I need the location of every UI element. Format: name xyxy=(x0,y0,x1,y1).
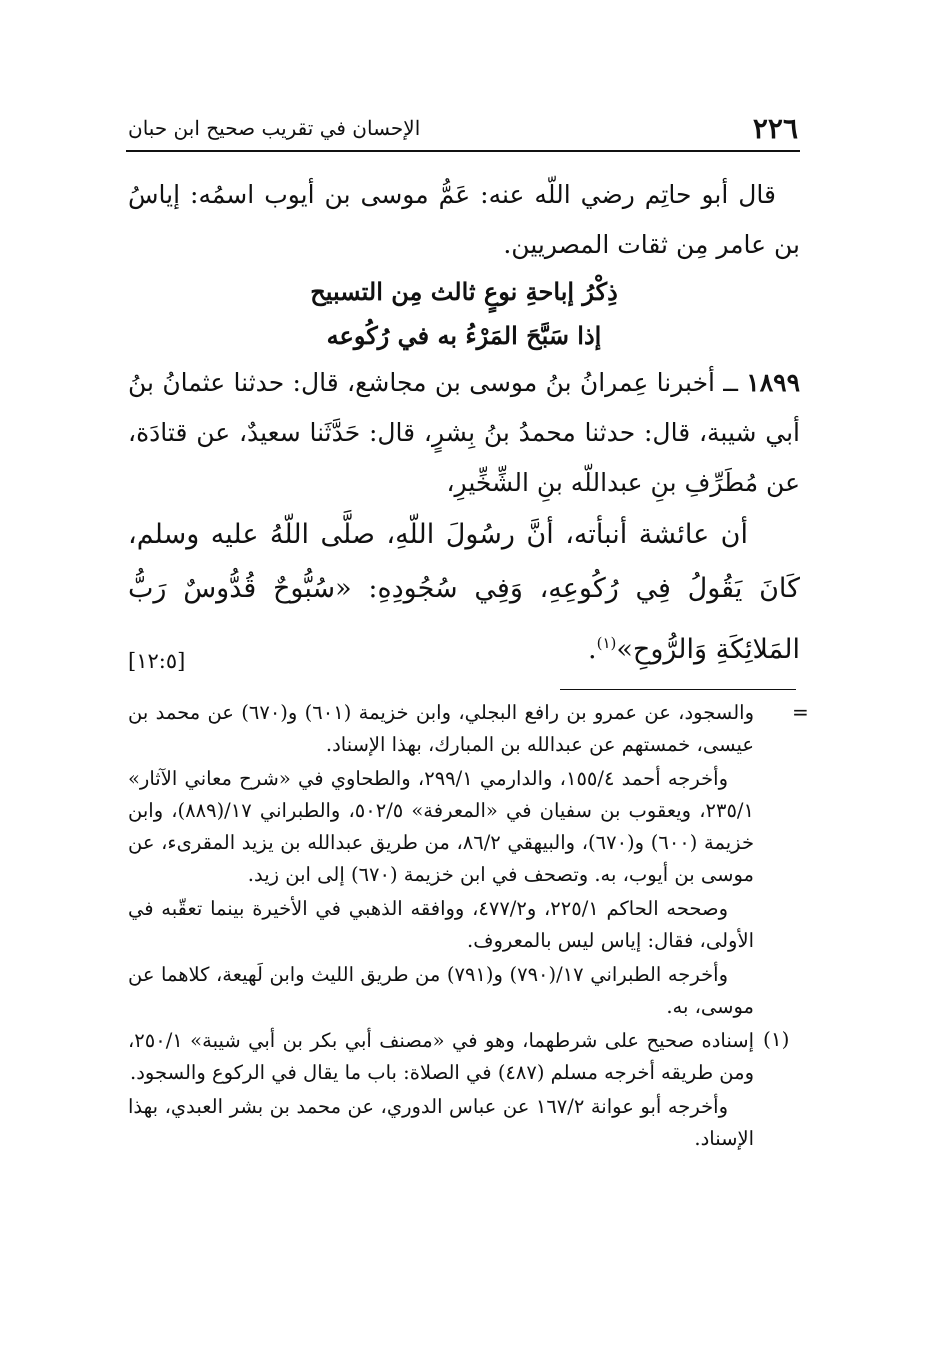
footnote-number: (١) xyxy=(763,1027,790,1051)
continuation-mark: = xyxy=(792,700,809,724)
hadith-isnad xyxy=(128,358,800,508)
footnotes xyxy=(128,697,754,1157)
page-header xyxy=(128,108,798,148)
footnote-1-paragraph-2: وأخرجه أبو عوانة ١٦٧/٢ عن عباس الدوري، عن محمد بن بشر العبدي، بهذا الإسناد. xyxy=(128,1095,754,1150)
intro-paragraph: قال أبو حاتِم رضي اللّه عنه: عَمُّ موسى بن أيوب اسمُه: إياسُ بن عامر مِن ثقات المصريين. xyxy=(128,180,800,259)
footnote-1-paragraph-1: إسناده صحيح على شرطهما، وهو في «مصنف أبي بكر بن أبي شيبة» ٢٥٠/١، ومن طريقه أخرجه مسلم (٤٨٧) في الصلاة: باب ما يقال في الركوع والسجود. xyxy=(128,1029,754,1084)
note-paragraph-2: وأخرجه أحمد ١٥٥/٤، والدارمي ٢٩٩/١، والطحاوي في «شرح معاني الآثار» ٢٣٥/١، ويعقوب بن سفيان في «المعرفة» ٥٠٢/٥، والطبراني ١٧/(٨٨٩)، وابن خزيمة (٦٠٠) و(٦٧٠)، والبيهقي ٨٦/٢، من طريق عبدالله بن يزيد المقرىء، عن موسى بن أيوب، به. وتصحف في ابن خزيمة (٦٧٠) إلى ابن زيد. xyxy=(128,767,754,886)
note-paragraph-4: وأخرجه الطبراني ١٧/(٧٩٠) و(٧٩١) من طريق الليث وابن لَهيعة، كلاهما عن موسى، به. xyxy=(128,963,754,1018)
hadith-reference: [١٢:٥] xyxy=(128,649,186,673)
main-text xyxy=(128,170,800,677)
header-divider xyxy=(126,150,800,152)
hadith-number: ١٨٩٩ xyxy=(746,368,800,397)
footnote-divider xyxy=(560,689,796,690)
chapter-heading-line-2: إذا سَبَّحَ المَرْءُ به في رُكُوعه xyxy=(326,321,602,350)
matn-text: أن عائشة أنبأته، أنَّ رسُولَ اللّهِ، صلَّى اللّهُ عليه وسلم، كَانَ يَقُولُ فِي رُكُوعِهِ، وَفِي سُجُودِهِ: «سُبُّوحٌ قُدُّوسٌ رَبُّ المَلائِكَةِ وَالرُّوحِ» xyxy=(128,519,800,665)
chapter-heading-line-1: ذِكْرُ إباحةِ نوعٍ ثالث مِن التسبيح xyxy=(310,277,618,306)
note-paragraph-3: وصححه الحاكم ٢٢٥/١، و٤٧٧/٢، ووافقه الذهبي في الأخيرة بينما تعقّبه في الأولى، فقال: إياس ليس بالمعروف. xyxy=(128,897,754,952)
note-paragraph-1: والسجود، عن عمرو بن رافع البجلي، وابن خزيمة (٦٠١) و(٦٧٠) عن محمد بن عيسى، خمستهم عن عبدالله بن المبارك، بهذا الإسناد. xyxy=(128,701,754,756)
isnad-text: ــ أخبرنا عِمرانُ بنُ موسى بن مجاشع، قال: حدثنا عثمانُ بنُ أبي شيبة، قال: حدثنا محمدُ بنُ بِشرٍ، قال: حَدَّثَنا سعيدٌ، عن قتادَة، عن مُطَرِّفِ بنِ عبداللّه بنِ الشِّخِّيرِ، xyxy=(128,368,800,497)
page-number: ٢٢٦ xyxy=(752,112,798,145)
hadith-matn: أن عائشة أنبأته، أنَّ رسُولَ اللّهِ، صلَّى اللّهُ عليه وسلم، كَانَ يَقُولُ فِي رُكُوعِهِ، وَفِي سُجُودِهِ: «سُبُّوحٌ قُدُّوسٌ رَبُّ المَلائِكَةِ وَالرُّوحِ»$^{(١)}$. xyxy=(128,519,800,665)
book-title: الإحسان في تقريب صحيح ابن حبان xyxy=(128,116,421,140)
footnote-marker: (١) xyxy=(596,634,617,652)
hadith-matn-block xyxy=(128,508,800,677)
